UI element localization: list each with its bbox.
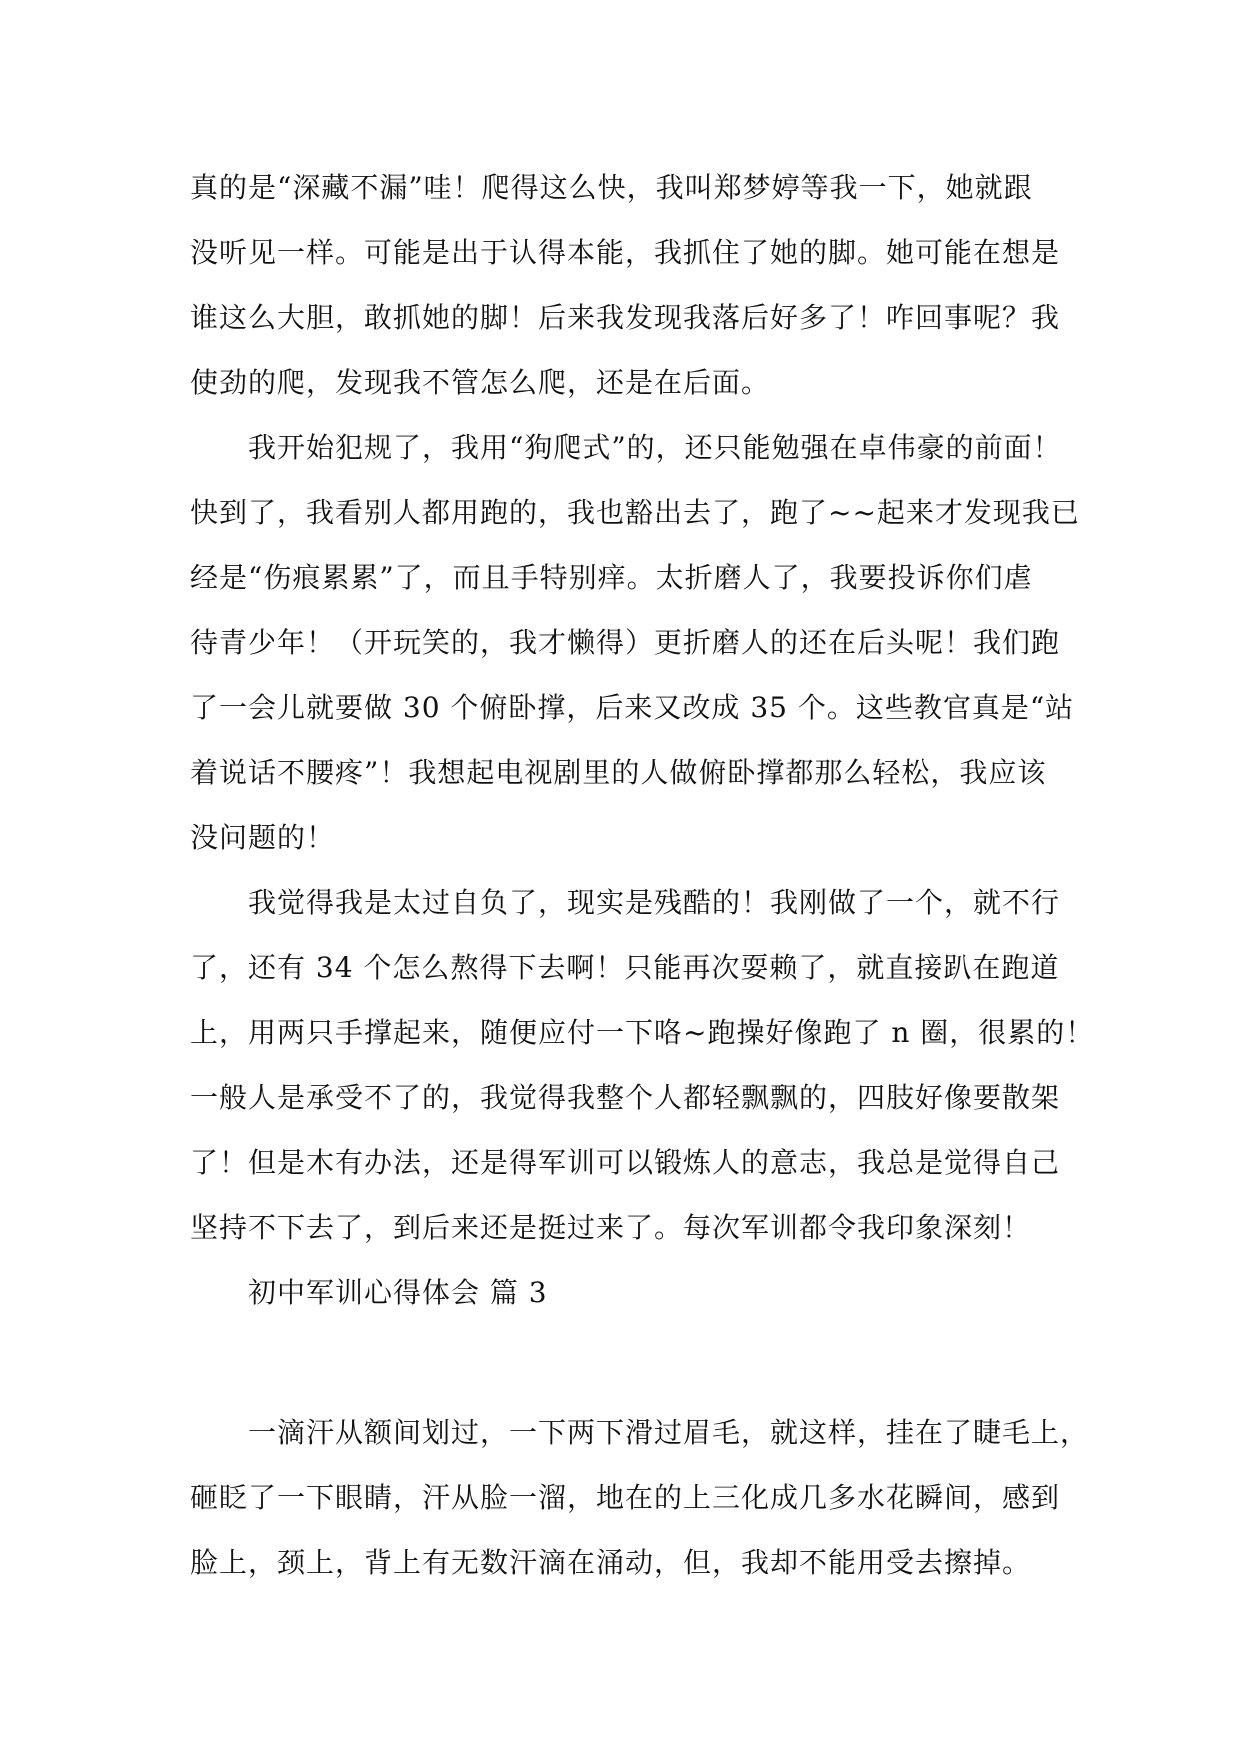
text-line: 没问题的！: [190, 821, 336, 854]
text-line: 没听见一样。可能是出于认得本能，我抓住了她的脚。她可能在想是: [190, 236, 1061, 269]
text-line: 使劲的爬，发现我不管怎么爬，还是在后面。: [190, 366, 771, 399]
text-line: 一般人是承受不了的，我觉得我整个人都轻飘飘的，四肢好像要散架: [190, 1081, 1061, 1114]
text-line: 坚持不下去了，到后来还是挺过来了。每次军训都令我印象深刻！: [190, 1211, 1032, 1244]
text-line: 着说话不腰疼”！我想起电视剧里的人做俯卧撑都那么轻松，我应该: [190, 756, 1047, 789]
text-line: 一滴汗从额间划过，一下两下滑过眉毛，就这样，挂在了睫毛上，: [248, 1416, 1090, 1449]
paragraph-1: [190, 155, 1060, 415]
paragraph-4: [190, 1400, 1090, 1595]
paragraph-2: [190, 415, 1080, 870]
text-line: 脸上，颈上，背上有无数汗滴在涌动，但，我却不能用受去擦掉。: [190, 1546, 1032, 1579]
text-line: 待青少年！（开玩笑的，我才懒得）更折磨人的还在后头呢！我们跑: [190, 626, 1061, 659]
text-line: 快到了，我看别人都用跑的，我也豁出去了，跑了~~起来才发现我已: [190, 496, 1080, 529]
section-gap: [190, 1325, 1060, 1400]
text-line: 我觉得我是太过自负了，现实是残酷的！我刚做了一个，就不行: [248, 886, 1061, 919]
text-line: 了一会儿就要做 30 个俯卧撑，后来又改成 35 个。这些教官真是“站: [190, 691, 1075, 724]
text-line: 谁这么大胆，敢抓她的脚！后来我发现我落后好多了！咋回事呢？我: [190, 301, 1061, 334]
section-heading: 初中军训心得体会 篇 3: [248, 1276, 548, 1309]
text-line: 上，用两只手撑起来，随便应付一下咯~跑操好像跑了 n 圈，很累的！: [190, 1016, 1095, 1049]
document-body: [190, 155, 1095, 1595]
text-line: 我开始犯规了，我用“狗爬式”的，还只能勉强在卓伟豪的前面！: [248, 431, 1062, 464]
paragraph-3: [190, 870, 1095, 1260]
text-line: 了，还有 34 个怎么熬得下去啊！只能再次耍赖了，就直接趴在跑道: [190, 951, 1060, 984]
text-line: 经是“伤痕累累”了，而且手特别痒。太折磨人了，我要投诉你们虐: [190, 561, 1033, 594]
text-line: 了！但是木有办法，还是得军训可以锻炼人的意志，我总是觉得自己: [190, 1146, 1061, 1179]
text-line: 砸眨了一下眼睛，汗从脸一溜，地在的上三化成几多水花瞬间，感到: [190, 1481, 1061, 1514]
text-line: 真的是“深藏不漏”哇！爬得这么快，我叫郑梦婷等我一下，她就跟: [190, 171, 1033, 204]
